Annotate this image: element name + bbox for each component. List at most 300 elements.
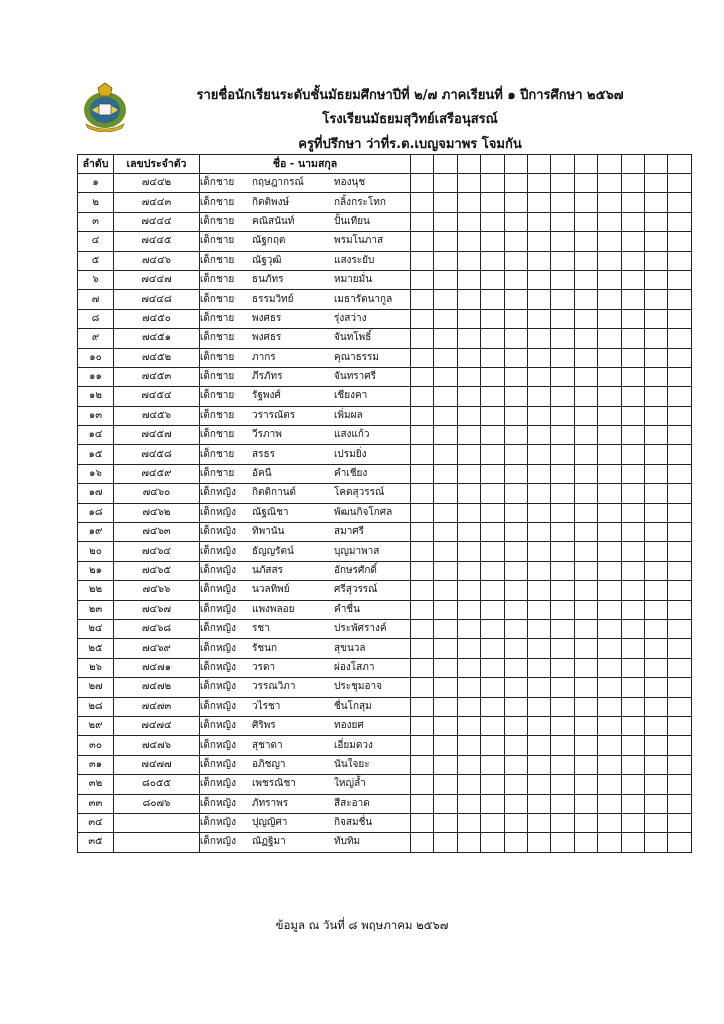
check-cell bbox=[668, 581, 691, 600]
student-last-name: พัฒนกิจโกศล bbox=[334, 506, 393, 518]
check-cell bbox=[504, 426, 527, 445]
student-title: เด็กหญิง bbox=[200, 487, 236, 499]
student-first-name: รัฐพงศ์ bbox=[252, 390, 281, 402]
check-cell bbox=[457, 348, 480, 367]
check-column-header bbox=[527, 155, 550, 174]
student-last-name: สีสะอาด bbox=[334, 797, 370, 809]
table-row bbox=[78, 619, 692, 638]
check-cell bbox=[434, 794, 457, 813]
check-cell bbox=[644, 290, 667, 309]
check-cell bbox=[457, 794, 480, 813]
check-cell bbox=[621, 542, 644, 561]
check-cell bbox=[504, 755, 527, 774]
row-number: ๗ bbox=[78, 290, 114, 309]
student-title: เด็กหญิง bbox=[200, 661, 236, 673]
check-cell bbox=[551, 426, 574, 445]
check-cell bbox=[551, 309, 574, 328]
check-cell bbox=[621, 658, 644, 677]
student-title: เด็กชาย bbox=[200, 215, 235, 227]
check-cell bbox=[598, 445, 621, 464]
student-id: ๗๔๔๔ bbox=[114, 212, 200, 231]
student-id: ๗๔๗๖ bbox=[114, 736, 200, 755]
check-cell bbox=[551, 619, 574, 638]
check-cell bbox=[481, 736, 504, 755]
check-cell bbox=[434, 270, 457, 289]
check-cell bbox=[598, 736, 621, 755]
student-name bbox=[200, 174, 411, 193]
check-column-header bbox=[457, 155, 480, 174]
check-cell bbox=[551, 484, 574, 503]
student-title: เด็กชาย bbox=[200, 177, 235, 189]
check-cell bbox=[457, 251, 480, 270]
student-name bbox=[200, 406, 411, 425]
check-cell bbox=[644, 503, 667, 522]
student-id: ๗๔๖๘ bbox=[114, 619, 200, 638]
check-cell bbox=[644, 445, 667, 464]
check-cell bbox=[551, 290, 574, 309]
check-cell bbox=[434, 193, 457, 212]
table-row bbox=[78, 445, 692, 464]
student-id: ๘๐๕๕ bbox=[114, 775, 200, 794]
check-cell bbox=[411, 736, 434, 755]
check-cell bbox=[668, 232, 691, 251]
check-cell bbox=[644, 329, 667, 348]
student-first-name: สุชาดา bbox=[252, 739, 283, 751]
check-cell bbox=[668, 348, 691, 367]
student-last-name: ประชุมอาจ bbox=[334, 681, 382, 693]
check-cell bbox=[644, 678, 667, 697]
check-cell bbox=[504, 561, 527, 580]
check-cell bbox=[527, 697, 550, 716]
student-last-name: ปั้นเทียน bbox=[334, 215, 370, 227]
check-cell bbox=[574, 329, 597, 348]
check-cell bbox=[668, 542, 691, 561]
check-cell bbox=[504, 212, 527, 231]
check-cell bbox=[598, 329, 621, 348]
check-cell bbox=[621, 581, 644, 600]
check-cell bbox=[434, 174, 457, 193]
check-cell bbox=[411, 503, 434, 522]
student-title: เด็กหญิง bbox=[200, 584, 236, 596]
student-last-name: หมายมั่น bbox=[334, 274, 373, 286]
check-cell bbox=[598, 678, 621, 697]
check-cell bbox=[621, 348, 644, 367]
check-cell bbox=[551, 716, 574, 735]
check-cell bbox=[598, 367, 621, 386]
check-cell bbox=[411, 523, 434, 542]
check-cell bbox=[644, 426, 667, 445]
check-cell bbox=[644, 755, 667, 774]
student-id: ๗๔๕๑ bbox=[114, 329, 200, 348]
student-id: ๗๔๕๓ bbox=[114, 367, 200, 386]
check-cell bbox=[668, 736, 691, 755]
student-last-name: นันใจยะ bbox=[334, 758, 370, 770]
check-cell bbox=[551, 270, 574, 289]
check-cell bbox=[457, 193, 480, 212]
check-cell bbox=[644, 833, 667, 852]
check-cell bbox=[457, 232, 480, 251]
check-column-header bbox=[621, 155, 644, 174]
check-cell bbox=[668, 697, 691, 716]
check-cell bbox=[434, 775, 457, 794]
check-cell bbox=[574, 348, 597, 367]
check-cell bbox=[481, 619, 504, 638]
check-cell bbox=[457, 736, 480, 755]
table-row bbox=[78, 348, 692, 367]
check-cell bbox=[598, 600, 621, 619]
student-id: ๘๐๗๖ bbox=[114, 794, 200, 813]
student-id: ๗๔๗๔ bbox=[114, 716, 200, 735]
check-cell bbox=[481, 270, 504, 289]
check-cell bbox=[644, 212, 667, 231]
student-first-name: เพชรณิชา bbox=[252, 778, 296, 790]
table-row bbox=[78, 174, 692, 193]
row-number: ๖ bbox=[78, 270, 114, 289]
check-cell bbox=[621, 367, 644, 386]
student-name bbox=[200, 309, 411, 328]
row-number: ๒๓ bbox=[78, 600, 114, 619]
check-cell bbox=[504, 464, 527, 483]
check-cell bbox=[434, 406, 457, 425]
student-title: เด็กชาย bbox=[200, 196, 235, 208]
check-cell bbox=[574, 232, 597, 251]
check-cell bbox=[668, 387, 691, 406]
check-cell bbox=[434, 387, 457, 406]
check-cell bbox=[457, 523, 480, 542]
student-id: ๗๔๖๗ bbox=[114, 600, 200, 619]
student-title: เด็กหญิง bbox=[200, 797, 236, 809]
check-cell bbox=[621, 329, 644, 348]
check-cell bbox=[434, 813, 457, 832]
check-cell bbox=[434, 716, 457, 735]
student-last-name: ทองยศ bbox=[334, 720, 364, 732]
check-cell bbox=[481, 678, 504, 697]
check-cell bbox=[644, 464, 667, 483]
table-row bbox=[78, 697, 692, 716]
check-cell bbox=[481, 348, 504, 367]
student-id: ๗๔๖๙ bbox=[114, 639, 200, 658]
check-cell bbox=[621, 290, 644, 309]
check-cell bbox=[504, 367, 527, 386]
table-row bbox=[78, 736, 692, 755]
table-header-row bbox=[78, 155, 692, 174]
check-cell bbox=[481, 639, 504, 658]
check-cell bbox=[574, 775, 597, 794]
check-cell bbox=[504, 387, 527, 406]
student-name bbox=[200, 813, 411, 832]
student-name bbox=[200, 716, 411, 735]
student-name bbox=[200, 503, 411, 522]
check-cell bbox=[551, 445, 574, 464]
check-cell bbox=[457, 406, 480, 425]
check-cell bbox=[504, 716, 527, 735]
table-row bbox=[78, 251, 692, 270]
student-title: เด็กชาย bbox=[200, 274, 235, 286]
check-cell bbox=[434, 464, 457, 483]
student-id: ๗๔๖๓ bbox=[114, 523, 200, 542]
student-last-name: สมาศรี bbox=[334, 526, 365, 538]
check-cell bbox=[434, 503, 457, 522]
student-last-name: โคตสุวรรณ์ bbox=[334, 487, 385, 499]
check-cell bbox=[598, 581, 621, 600]
student-title: เด็กชาย bbox=[200, 254, 235, 266]
check-cell bbox=[574, 794, 597, 813]
check-cell bbox=[481, 813, 504, 832]
check-cell bbox=[434, 600, 457, 619]
check-cell bbox=[598, 775, 621, 794]
check-cell bbox=[457, 542, 480, 561]
row-number: ๒๔ bbox=[78, 619, 114, 638]
student-id: ๗๔๖๕ bbox=[114, 561, 200, 580]
check-cell bbox=[598, 212, 621, 231]
student-title: เด็กชาย bbox=[200, 468, 235, 480]
check-cell bbox=[504, 270, 527, 289]
table-row bbox=[78, 464, 692, 483]
check-cell bbox=[457, 464, 480, 483]
check-cell bbox=[481, 716, 504, 735]
table-row bbox=[78, 678, 692, 697]
student-last-name: ทับทิม bbox=[334, 836, 361, 848]
check-cell bbox=[527, 542, 550, 561]
student-last-name: คำเชียง bbox=[334, 468, 368, 480]
student-first-name: รชา bbox=[252, 623, 270, 635]
check-cell bbox=[411, 813, 434, 832]
check-cell bbox=[457, 445, 480, 464]
student-first-name: แพงพลอย bbox=[252, 603, 295, 615]
check-cell bbox=[621, 174, 644, 193]
student-name bbox=[200, 658, 411, 677]
check-cell bbox=[574, 833, 597, 852]
check-cell bbox=[551, 833, 574, 852]
check-cell bbox=[598, 426, 621, 445]
check-cell bbox=[644, 639, 667, 658]
student-name bbox=[200, 232, 411, 251]
student-last-name: แสงระยับ bbox=[334, 254, 375, 266]
check-cell bbox=[574, 581, 597, 600]
table-row bbox=[78, 561, 692, 580]
check-cell bbox=[598, 309, 621, 328]
check-cell bbox=[668, 503, 691, 522]
check-cell bbox=[434, 329, 457, 348]
table-row bbox=[78, 833, 692, 852]
check-cell bbox=[668, 309, 691, 328]
student-last-name: ใหญ่ล้ำ bbox=[334, 778, 366, 790]
student-id: ๗๔๗๑ bbox=[114, 658, 200, 677]
student-name bbox=[200, 251, 411, 270]
check-cell bbox=[527, 406, 550, 425]
student-first-name: วไรชา bbox=[252, 700, 281, 712]
check-cell bbox=[457, 367, 480, 386]
row-number: ๒๑ bbox=[78, 561, 114, 580]
table-row bbox=[78, 309, 692, 328]
check-cell bbox=[598, 697, 621, 716]
student-title: เด็กหญิง bbox=[200, 526, 236, 538]
check-cell bbox=[411, 367, 434, 386]
row-number: ๑๖ bbox=[78, 464, 114, 483]
row-number: ๒๖ bbox=[78, 658, 114, 677]
student-name bbox=[200, 290, 411, 309]
check-cell bbox=[504, 290, 527, 309]
check-cell bbox=[481, 367, 504, 386]
student-name bbox=[200, 678, 411, 697]
check-cell bbox=[411, 464, 434, 483]
student-id: ๗๔๕๒ bbox=[114, 348, 200, 367]
student-first-name: ณัฐกฤต bbox=[252, 235, 286, 247]
student-id: ๗๔๕๐ bbox=[114, 309, 200, 328]
table-row bbox=[78, 523, 692, 542]
check-cell bbox=[457, 639, 480, 658]
check-cell bbox=[574, 697, 597, 716]
check-cell bbox=[481, 445, 504, 464]
student-title: เด็กชาย bbox=[200, 448, 235, 460]
student-title: เด็กหญิง bbox=[200, 506, 236, 518]
check-cell bbox=[481, 329, 504, 348]
check-cell bbox=[668, 270, 691, 289]
check-cell bbox=[621, 232, 644, 251]
student-roster-table bbox=[77, 154, 692, 853]
student-first-name: กิตติกานต์ bbox=[252, 487, 297, 499]
check-cell bbox=[621, 794, 644, 813]
check-cell bbox=[481, 193, 504, 212]
check-cell bbox=[434, 581, 457, 600]
student-first-name: ณัฐวุฒิ bbox=[252, 254, 282, 266]
check-cell bbox=[668, 484, 691, 503]
check-cell bbox=[434, 426, 457, 445]
table-row bbox=[78, 794, 692, 813]
row-number: ๒๒ bbox=[78, 581, 114, 600]
check-cell bbox=[551, 755, 574, 774]
check-cell bbox=[411, 251, 434, 270]
student-name bbox=[200, 329, 411, 348]
student-name bbox=[200, 581, 411, 600]
row-number: ๒๘ bbox=[78, 697, 114, 716]
student-id: ๗๔๖๖ bbox=[114, 581, 200, 600]
student-first-name: นวลทิพย์ bbox=[252, 584, 290, 596]
check-cell bbox=[644, 193, 667, 212]
check-cell bbox=[411, 387, 434, 406]
check-cell bbox=[504, 232, 527, 251]
check-cell bbox=[621, 619, 644, 638]
student-id: ๗๔๔๒ bbox=[114, 174, 200, 193]
student-title: เด็กชาย bbox=[200, 351, 235, 363]
check-cell bbox=[527, 503, 550, 522]
check-cell bbox=[621, 833, 644, 852]
check-cell bbox=[551, 212, 574, 231]
check-cell bbox=[574, 212, 597, 231]
check-cell bbox=[457, 212, 480, 231]
student-id bbox=[114, 813, 200, 832]
check-column-header bbox=[598, 155, 621, 174]
check-cell bbox=[504, 406, 527, 425]
check-cell bbox=[598, 174, 621, 193]
student-last-name: คำชื่น bbox=[334, 603, 360, 615]
check-cell bbox=[621, 813, 644, 832]
check-cell bbox=[411, 193, 434, 212]
student-first-name: พงศธร bbox=[252, 312, 282, 324]
check-cell bbox=[621, 270, 644, 289]
check-cell bbox=[481, 464, 504, 483]
check-cell bbox=[574, 678, 597, 697]
check-cell bbox=[504, 174, 527, 193]
student-last-name: จันทโพธิ์ bbox=[334, 332, 372, 344]
student-first-name: ธรรมวิทย์ bbox=[252, 293, 294, 305]
check-cell bbox=[434, 697, 457, 716]
check-cell bbox=[598, 523, 621, 542]
check-cell bbox=[668, 329, 691, 348]
row-number: ๑๗ bbox=[78, 484, 114, 503]
row-number: ๓๕ bbox=[78, 833, 114, 852]
check-cell bbox=[598, 503, 621, 522]
check-cell bbox=[527, 212, 550, 231]
student-first-name: อภิชญา bbox=[252, 758, 286, 770]
student-id: ๗๔๔๕ bbox=[114, 232, 200, 251]
student-id: ๗๔๗๓ bbox=[114, 697, 200, 716]
student-title: เด็กหญิง bbox=[200, 623, 236, 635]
check-cell bbox=[457, 387, 480, 406]
check-cell bbox=[574, 309, 597, 328]
check-cell bbox=[504, 619, 527, 638]
student-name bbox=[200, 270, 411, 289]
check-cell bbox=[551, 678, 574, 697]
check-cell bbox=[644, 367, 667, 386]
check-cell bbox=[551, 348, 574, 367]
check-cell bbox=[411, 794, 434, 813]
check-cell bbox=[551, 329, 574, 348]
check-cell bbox=[621, 464, 644, 483]
check-cell bbox=[551, 736, 574, 755]
check-cell bbox=[457, 678, 480, 697]
check-cell bbox=[481, 290, 504, 309]
column-header-name: ชื่อ - นามสกุล bbox=[200, 155, 411, 174]
check-cell bbox=[551, 813, 574, 832]
check-cell bbox=[481, 484, 504, 503]
student-first-name: ศิริพร bbox=[252, 720, 276, 732]
column-header-student-id: เลขประจำตัว bbox=[114, 155, 200, 174]
student-first-name: อัคนี bbox=[252, 468, 272, 480]
student-id: ๗๔๕๖ bbox=[114, 406, 200, 425]
check-cell bbox=[574, 290, 597, 309]
check-cell bbox=[434, 658, 457, 677]
student-first-name: ธัญญรัตน์ bbox=[252, 545, 294, 557]
check-cell bbox=[598, 193, 621, 212]
student-first-name: นภัสสร bbox=[252, 565, 284, 576]
check-cell bbox=[527, 367, 550, 386]
check-cell bbox=[598, 232, 621, 251]
check-cell bbox=[527, 619, 550, 638]
check-cell bbox=[574, 542, 597, 561]
check-cell bbox=[644, 387, 667, 406]
check-cell bbox=[527, 348, 550, 367]
check-cell bbox=[598, 464, 621, 483]
check-cell bbox=[644, 794, 667, 813]
table-row bbox=[78, 290, 692, 309]
advisor-line: ครูที่ปรึกษา ว่าที่ร.ต.เบญจมาพร โจมกัน bbox=[298, 137, 522, 152]
student-first-name: สรธร bbox=[252, 448, 275, 460]
check-cell bbox=[598, 484, 621, 503]
check-column-header bbox=[644, 155, 667, 174]
student-name bbox=[200, 542, 411, 561]
student-last-name: ประพัศรางค์ bbox=[334, 623, 387, 635]
student-id: ๗๔๕๗ bbox=[114, 426, 200, 445]
check-cell bbox=[527, 387, 550, 406]
check-cell bbox=[598, 716, 621, 735]
check-column-header bbox=[504, 155, 527, 174]
check-cell bbox=[551, 464, 574, 483]
student-name bbox=[200, 794, 411, 813]
check-cell bbox=[644, 348, 667, 367]
student-title: เด็กหญิง bbox=[200, 720, 236, 732]
check-cell bbox=[411, 329, 434, 348]
